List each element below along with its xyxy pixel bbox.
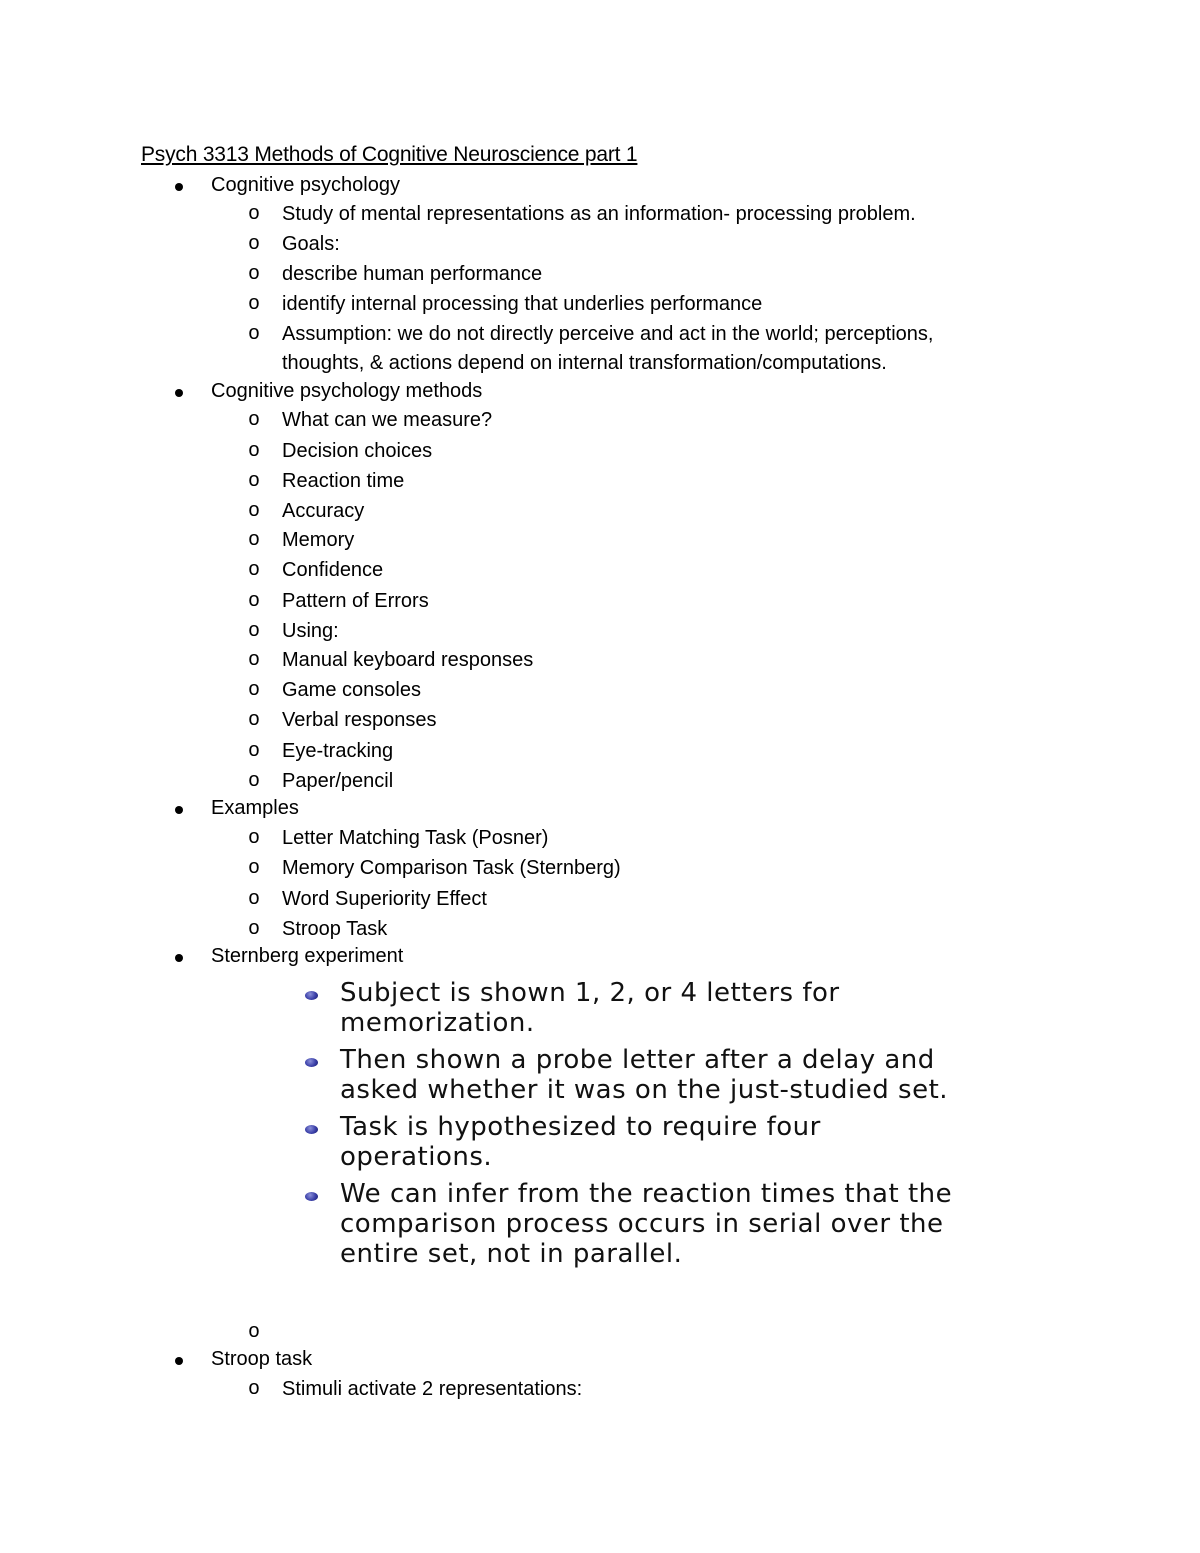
bullet-dot-icon	[305, 1058, 318, 1067]
list-item: o Reaction time	[282, 467, 1022, 496]
list-item: o Paper/pencil	[282, 767, 1022, 796]
section-heading-sternberg: Sternberg experiment	[211, 945, 404, 967]
sternberg-slide-image	[300, 978, 960, 1276]
list-item: o describe human performance	[282, 260, 1022, 289]
list-item: o Letter Matching Task (Posner)	[282, 824, 1022, 853]
list-item: o Memory	[282, 526, 1022, 555]
list-item: o Memory Comparison Task (Sternberg)	[282, 854, 1022, 883]
slide-bullet-text: Subject is shown 1, 2, or 4 letters for memorization.	[340, 978, 840, 1038]
list-item: o Stroop Task	[282, 915, 1022, 944]
list-item: o Assumption: we do not directly perceive and act in the world; perceptions, thoughts, & actions depend on internal transformation/computations.	[282, 320, 1002, 378]
list-item: o Confidence	[282, 556, 1022, 585]
list-item: o What can we measure?	[282, 406, 1022, 435]
slide-bullet-text: Task is hypothesized to require four operations.	[340, 1112, 821, 1172]
slide-bullet-item	[300, 978, 960, 1038]
bullet-dot-icon	[305, 991, 318, 1000]
bullet-dot-icon	[305, 1125, 318, 1134]
slide-bullet-item	[300, 1045, 960, 1105]
list-item: o Verbal responses	[282, 706, 1022, 735]
section-heading-methods: Cognitive psychology methods	[211, 380, 483, 402]
list-item: o Game consoles	[282, 676, 1022, 705]
slide-bullet-text: Then shown a probe letter after a delay and asked whether it was on the just-studied set.	[340, 1045, 949, 1105]
list-item: o Stimuli activate 2 representations:	[282, 1375, 1022, 1404]
list-item: o Pattern of Errors	[282, 587, 1022, 616]
document-title: Psych 3313 Methods of Cognitive Neuroscience part 1	[141, 143, 638, 166]
section-heading-stroop: Stroop task	[211, 1348, 313, 1370]
list-item: o Using:	[282, 617, 1022, 646]
list-item: o Study of mental representations as an information- processing problem.	[282, 200, 1022, 229]
section-heading-cognitive-psychology: Cognitive psychology	[211, 174, 400, 196]
section-heading-examples: Examples	[211, 797, 299, 819]
slide-bullet-item	[300, 1179, 960, 1269]
slide-bullet-item	[300, 1112, 960, 1172]
list-item: o Eye-tracking	[282, 737, 1022, 766]
list-item: o Accuracy	[282, 497, 1022, 526]
list-item: o Manual keyboard responses	[282, 646, 1022, 675]
bullet-dot-icon	[305, 1192, 318, 1201]
list-item: o Goals:	[282, 230, 1022, 259]
slide-bullet-text: We can infer from the reaction times that the comparison process occurs in serial over the entire set, not in parallel.	[340, 1179, 953, 1269]
list-item: o Decision choices	[282, 437, 1022, 466]
list-item: o Word Superiority Effect	[282, 885, 1022, 914]
list-item: o identify internal processing that underlies performance	[282, 290, 1022, 319]
